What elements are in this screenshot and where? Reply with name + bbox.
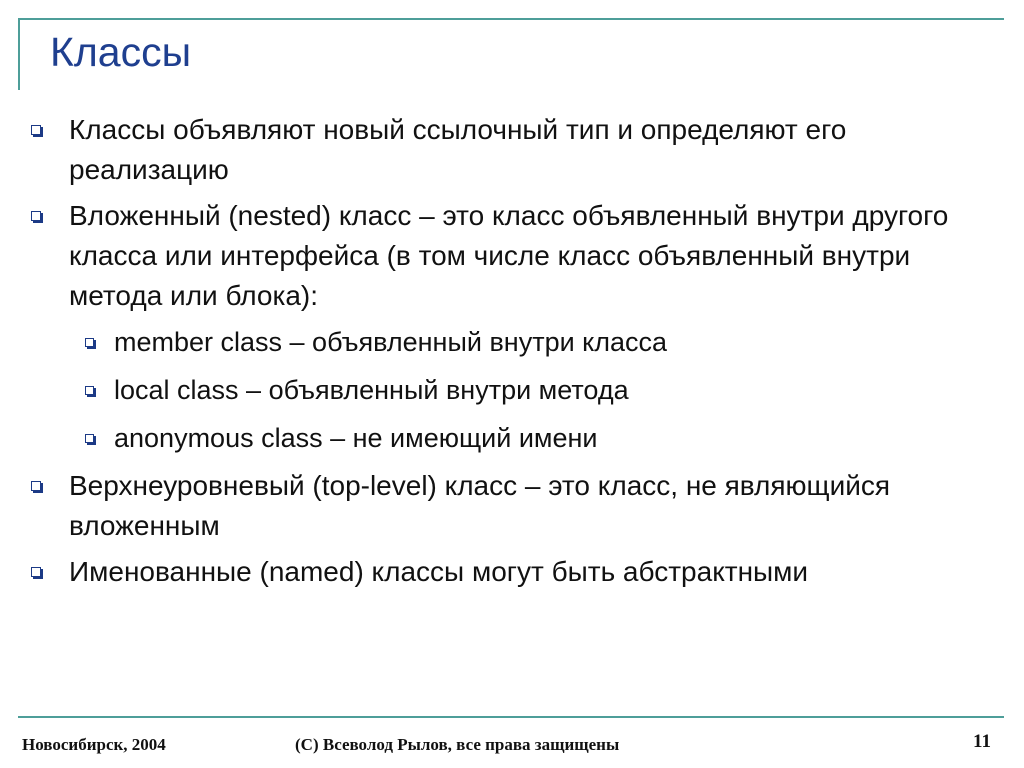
footer-copyright: (С) Всеволод Рылов, все права защищены <box>295 735 620 754</box>
square-bullet-icon <box>31 125 41 135</box>
list-item <box>69 196 989 316</box>
square-bullet-icon <box>31 211 41 221</box>
page-number: 11 <box>973 731 991 752</box>
sub-list-item <box>114 418 994 458</box>
list-item <box>69 110 989 190</box>
sub-list-item-text: anonymous class – не имеющий имени <box>114 423 598 453</box>
sub-list-item <box>114 322 994 362</box>
list-item <box>69 552 989 592</box>
list-item-text: Классы объявляют новый ссылочный тип и определяют его реализацию <box>69 114 847 185</box>
sub-list-item <box>114 370 994 410</box>
square-bullet-icon <box>31 481 41 491</box>
top-divider <box>18 18 1004 20</box>
square-bullet-icon <box>31 567 41 577</box>
slide-title: Классы <box>50 29 192 75</box>
sub-list-item-text: local class – объявленный внутри метода <box>114 375 629 405</box>
list-item-text: Именованные (named) классы могут быть абстрактными <box>69 556 809 587</box>
left-divider <box>18 18 20 90</box>
bottom-divider <box>18 716 1004 718</box>
sub-list-item-text: member class – объявленный внутри класса <box>114 327 668 357</box>
square-bullet-icon <box>85 338 94 347</box>
list-item-text: Вложенный (nested) класс – это класс объявленный внутри другого класса или интерфейса (в том числе класс объявленный внутри метода или блока): <box>69 200 949 311</box>
footer-location: Новосибирск, 2004 <box>22 735 166 754</box>
square-bullet-icon <box>85 386 94 395</box>
bullet-list <box>0 110 1024 598</box>
list-item-text: Верхнеуровневый (top-level) класс – это класс, не являющийся вложенным <box>69 470 891 541</box>
list-item <box>69 466 989 546</box>
square-bullet-icon <box>85 434 94 443</box>
